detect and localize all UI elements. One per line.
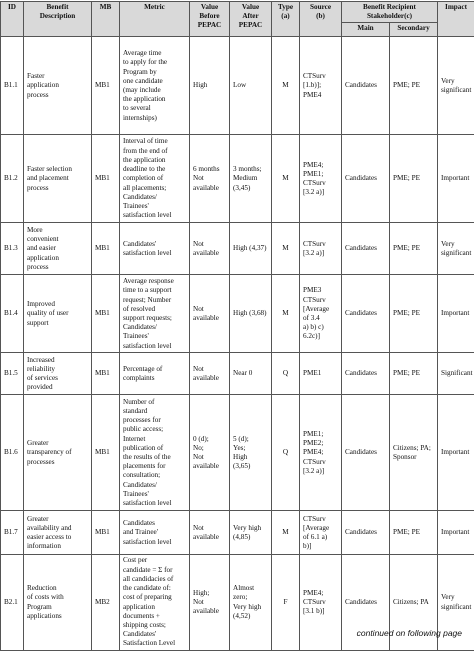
header-mb: MB: [92, 2, 120, 37]
cell-main: Candidates: [342, 275, 390, 353]
cell-source: CTSurv [1.b)]; PME4: [300, 37, 342, 135]
cell-secondary: Citizens; PA; Sponsor: [390, 395, 438, 511]
cell-before: Not available: [190, 511, 230, 555]
cell-mb: MB2: [92, 555, 120, 650]
cell-main: Candidates: [342, 223, 390, 275]
cell-after: 5 (d); Yes; High (3,65): [230, 395, 272, 511]
cell-id: B1.5: [1, 353, 24, 395]
cell-impact: Important: [438, 511, 474, 555]
table-row: [1, 395, 474, 511]
cell-metric: Interval of time from the end of the application deadline to the completion of all placements; Candidates/ Trainees' satisfaction level: [120, 135, 190, 223]
cell-main: Candidates: [342, 37, 390, 135]
cell-impact: Very significant: [438, 37, 474, 135]
cell-source: CTSurv [3.2 a)]: [300, 223, 342, 275]
cell-id: B2.1: [1, 555, 24, 650]
header-type: Type (a): [272, 2, 300, 37]
cell-mb: MB1: [92, 135, 120, 223]
cell-before: High; Not available: [190, 555, 230, 650]
cell-type: M: [272, 275, 300, 353]
cell-benefit: Greater transparency of processes: [24, 395, 92, 511]
cell-metric: Average time to apply for the Program by one candidate (may include the application to several internships): [120, 37, 190, 135]
cell-after: Near 0: [230, 353, 272, 395]
header-metric: Metric: [120, 2, 190, 37]
cell-id: B1.4: [1, 275, 24, 353]
cell-mb: MB1: [92, 511, 120, 555]
cell-mb: MB1: [92, 395, 120, 511]
cell-metric: Cost per candidate = Σ for all candidacies of the candidate of: cost of preparing application documents + shipping costs; Candidates' Satisfaction Level: [120, 555, 190, 650]
cell-secondary: PME; PE: [390, 37, 438, 135]
header-stakeholder: Benefit Recipient Stakeholder(c): [342, 2, 438, 23]
cell-id: B1.7: [1, 511, 24, 555]
cell-before: 0 (d); No; Not available: [190, 395, 230, 511]
cell-impact: Important: [438, 135, 474, 223]
cell-secondary: PME; PE: [390, 511, 438, 555]
table-row: [1, 511, 474, 555]
header-impact: Impact: [438, 2, 474, 37]
cell-benefit: More convenient and easier application process: [24, 223, 92, 275]
cell-type: F: [272, 555, 300, 650]
header-value-after: Value After PEPAC: [230, 2, 272, 37]
cell-type: Q: [272, 395, 300, 511]
cell-mb: MB1: [92, 37, 120, 135]
cell-after: Almost zero; Very high (4,52): [230, 555, 272, 650]
cell-benefit: Greater availability and easier access to information: [24, 511, 92, 555]
table-row: [1, 37, 474, 135]
cell-benefit: Improved quality of user support: [24, 275, 92, 353]
cell-secondary: PME; PE: [390, 353, 438, 395]
cell-impact: Important: [438, 275, 474, 353]
header-main: Main: [342, 23, 390, 37]
table-row: [1, 135, 474, 223]
header-source: Source (b): [300, 2, 342, 37]
cell-id: B1.6: [1, 395, 24, 511]
cell-impact: Very significant: [438, 555, 474, 650]
header-secondary: Secondary: [390, 23, 438, 37]
cell-metric: Candidates' satisfaction level: [120, 223, 190, 275]
cell-benefit: Reduction of costs with Program applications: [24, 555, 92, 650]
cell-secondary: Citizens; PA: [390, 555, 438, 650]
cell-benefit: Increased reliability of services provided: [24, 353, 92, 395]
cell-main: Candidates: [342, 555, 390, 650]
header-id: ID: [1, 2, 24, 37]
cell-main: Candidates: [342, 395, 390, 511]
cell-type: M: [272, 223, 300, 275]
cell-source: PME3 CTSurv [Average of 3.4 a) b) c) 6.2c)]: [300, 275, 342, 353]
cell-metric: Average response time to a support request; Number of resolved support requests; Candidates/ Trainees' satisfaction level: [120, 275, 190, 353]
cell-after: Very high (4,85): [230, 511, 272, 555]
cell-before: Not available: [190, 223, 230, 275]
cell-id: B1.2: [1, 135, 24, 223]
cell-id: B1.1: [1, 37, 24, 135]
cell-after: High (3,68): [230, 275, 272, 353]
cell-impact: Very significant: [438, 223, 474, 275]
cell-after: 3 months; Medium (3,45): [230, 135, 272, 223]
cell-source: PME1: [300, 353, 342, 395]
cell-mb: MB1: [92, 275, 120, 353]
cell-before: Not available: [190, 275, 230, 353]
cell-metric: Percentage of complaints: [120, 353, 190, 395]
cell-main: Candidates: [342, 135, 390, 223]
cell-after: Low: [230, 37, 272, 135]
cell-impact: Significant: [438, 353, 474, 395]
benefits-table: [0, 1, 474, 651]
cell-type: M: [272, 511, 300, 555]
cell-after: High (4,37): [230, 223, 272, 275]
cell-id: B1.3: [1, 223, 24, 275]
header-benefit-description: Benefit Description: [24, 2, 92, 37]
cell-type: M: [272, 37, 300, 135]
continued-note: continued on following page: [357, 628, 462, 638]
cell-metric: Candidates and Trainee' satisfaction level: [120, 511, 190, 555]
cell-metric: Number of standard processes for public access; Internet publication of the results of the placements for consultation; Candidates/ Trainees' satisfaction level: [120, 395, 190, 511]
cell-main: Candidates: [342, 511, 390, 555]
cell-source: PME4; PME1; CTSurv [3.2 a)]: [300, 135, 342, 223]
cell-mb: MB1: [92, 223, 120, 275]
cell-benefit: Faster selection and placement process: [24, 135, 92, 223]
table-row: [1, 223, 474, 275]
cell-secondary: PME; PE: [390, 275, 438, 353]
cell-secondary: PME; PE: [390, 223, 438, 275]
table-row: [1, 275, 474, 353]
cell-before: High: [190, 37, 230, 135]
cell-before: Not available: [190, 353, 230, 395]
table-row: [1, 353, 474, 395]
cell-source: CTSurv [Average of 6.1 a) b)]: [300, 511, 342, 555]
cell-impact: Important: [438, 395, 474, 511]
header-value-before: Value Before PEPAC: [190, 2, 230, 37]
cell-benefit: Faster application process: [24, 37, 92, 135]
cell-source: PME1; PME2; PME4; CTSurv [3.2 a)]: [300, 395, 342, 511]
cell-type: Q: [272, 353, 300, 395]
cell-before: 6 months Not available: [190, 135, 230, 223]
cell-secondary: PME; PE: [390, 135, 438, 223]
cell-type: M: [272, 135, 300, 223]
cell-main: Candidates: [342, 353, 390, 395]
cell-mb: MB1: [92, 353, 120, 395]
cell-source: PME4; CTSurv [3.1 b)]: [300, 555, 342, 650]
